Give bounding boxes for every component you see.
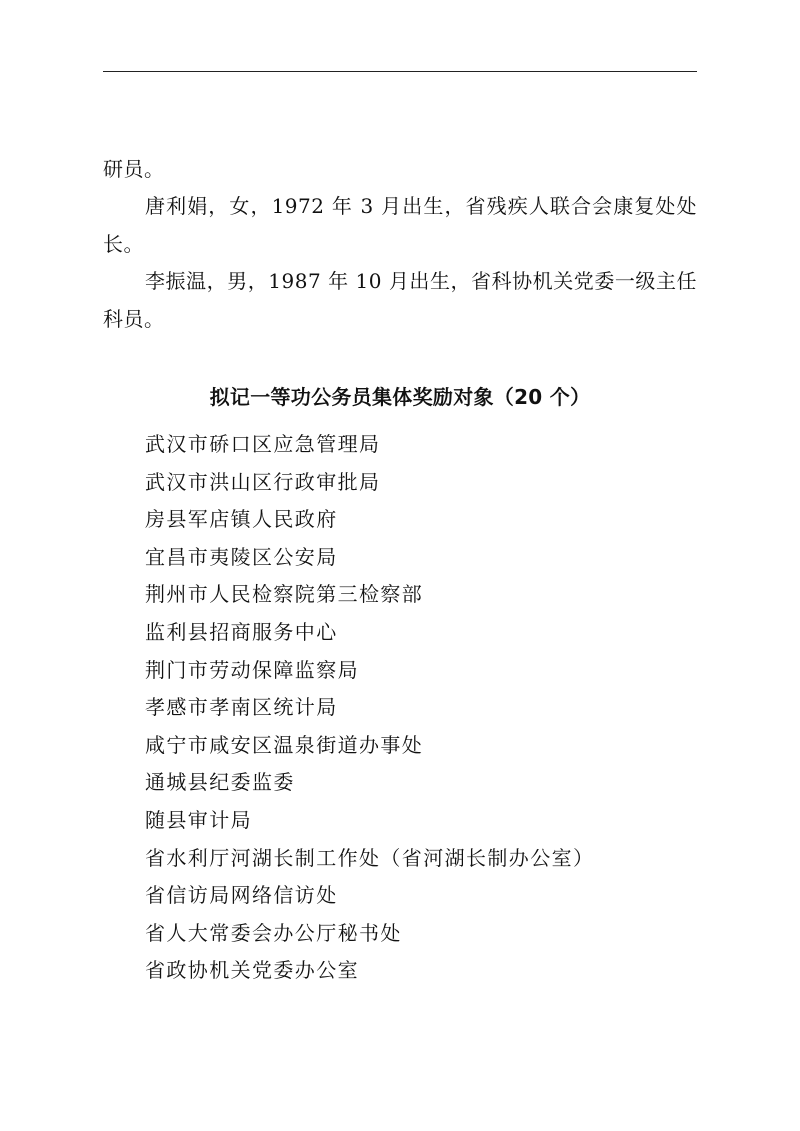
award-unit-list	[145, 426, 594, 990]
list-item: 武汉市洪山区行政审批局	[145, 469, 381, 494]
list-item: 通城县纪委监委	[145, 770, 295, 795]
list-item: 荆州市人民检察院第三检察部	[145, 582, 424, 607]
continued-paragraph: 研员。	[103, 157, 165, 181]
section-title: 拟记一等功公务员集体奖励对象（20 个）	[209, 385, 591, 409]
list-item: 宜昌市夷陵区公安局	[145, 544, 338, 569]
list-item: 房县军店镇人民政府	[145, 507, 338, 532]
list-item: 孝感市孝南区统计局	[145, 695, 338, 720]
list-item: 随县审计局	[145, 807, 252, 832]
list-item: 省水利厅河湖长制工作处（省河湖长制办公室）	[145, 845, 595, 870]
list-item: 省信访局网络信访处	[145, 883, 338, 908]
nominee-paragraph-tang: 唐利娟，女，1972 年 3 月出生，省残疾人联合会康复处处长。	[103, 194, 697, 256]
list-item: 监利县招商服务中心	[145, 619, 338, 644]
list-item: 荆门市劳动保障监察局	[145, 657, 359, 682]
list-item: 咸宁市咸安区温泉街道办事处	[145, 732, 424, 757]
list-item: 省政协机关党委办公室	[145, 958, 359, 983]
nominee-paragraph-li: 李振温，男，1987 年 10 月出生，省科协机关党委一级主任科员。	[103, 269, 697, 331]
header-rule	[103, 71, 697, 72]
list-item: 武汉市硚口区应急管理局	[145, 432, 381, 456]
list-item: 省人大常委会办公厅秘书处	[145, 920, 402, 945]
